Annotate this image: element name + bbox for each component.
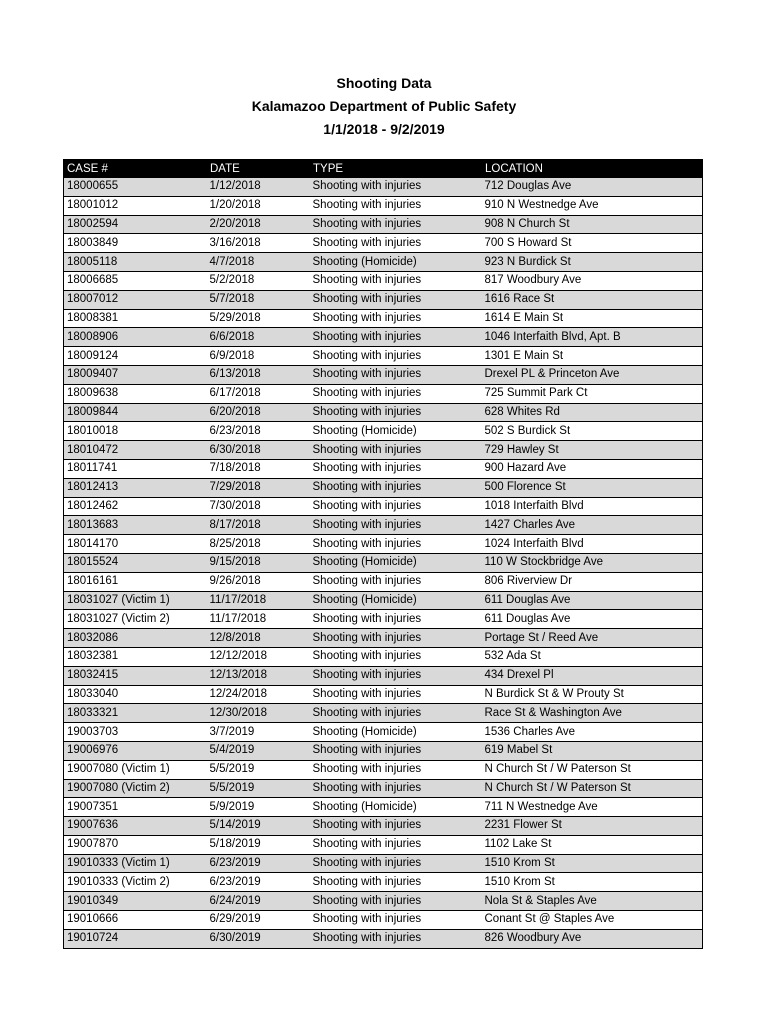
date-cell: 4/7/2018 xyxy=(207,253,310,272)
type-cell: Shooting with injuries xyxy=(310,572,482,591)
date-cell: 5/5/2019 xyxy=(207,760,310,779)
case-number-cell: 19007351 xyxy=(64,798,207,817)
case-number-cell: 19010724 xyxy=(64,929,207,948)
date-cell: 9/15/2018 xyxy=(207,553,310,572)
location-cell: 110 W Stockbridge Ave xyxy=(482,553,703,572)
table-row xyxy=(64,741,703,760)
column-header-type: TYPE xyxy=(310,160,482,178)
type-cell: Shooting with injuries xyxy=(310,347,482,366)
date-cell: 6/9/2018 xyxy=(207,347,310,366)
case-number-cell: 19007080 (Victim 2) xyxy=(64,779,207,798)
type-cell: Shooting with injuries xyxy=(310,441,482,460)
case-number-cell: 19010349 xyxy=(64,892,207,911)
table-row xyxy=(64,196,703,215)
case-number-cell: 18014170 xyxy=(64,535,207,554)
case-number-cell: 19010333 (Victim 1) xyxy=(64,854,207,873)
column-header-date: DATE xyxy=(207,160,310,178)
table-row xyxy=(64,347,703,366)
type-cell: Shooting (Homicide) xyxy=(310,798,482,817)
type-cell: Shooting with injuries xyxy=(310,666,482,685)
table-body xyxy=(64,178,703,949)
location-cell: 619 Mabel St xyxy=(482,741,703,760)
type-cell: Shooting with injuries xyxy=(310,704,482,723)
date-cell: 2/20/2018 xyxy=(207,215,310,234)
type-cell: Shooting with injuries xyxy=(310,328,482,347)
location-cell: 729 Hawley St xyxy=(482,441,703,460)
type-cell: Shooting with injuries xyxy=(310,384,482,403)
type-cell: Shooting (Homicide) xyxy=(310,591,482,610)
column-header-location: LOCATION xyxy=(482,160,703,178)
location-cell: Portage St / Reed Ave xyxy=(482,629,703,648)
table-row xyxy=(64,798,703,817)
date-cell: 5/29/2018 xyxy=(207,309,310,328)
type-cell: Shooting with injuries xyxy=(310,516,482,535)
case-number-cell: 18032415 xyxy=(64,666,207,685)
date-cell: 6/30/2018 xyxy=(207,441,310,460)
type-cell: Shooting with injuries xyxy=(310,854,482,873)
date-cell: 7/30/2018 xyxy=(207,497,310,516)
date-cell: 12/13/2018 xyxy=(207,666,310,685)
table-row xyxy=(64,234,703,253)
location-cell: 1616 Race St xyxy=(482,290,703,309)
table-row xyxy=(64,403,703,422)
case-number-cell: 19003703 xyxy=(64,723,207,742)
table-row xyxy=(64,817,703,836)
date-cell: 1/12/2018 xyxy=(207,178,310,197)
table-row xyxy=(64,365,703,384)
location-cell: 1046 Interfaith Blvd, Apt. B xyxy=(482,328,703,347)
table-row xyxy=(64,271,703,290)
case-number-cell: 18000655 xyxy=(64,178,207,197)
table-row xyxy=(64,685,703,704)
location-cell: 700 S Howard St xyxy=(482,234,703,253)
type-cell: Shooting with injuries xyxy=(310,215,482,234)
case-number-cell: 18001012 xyxy=(64,196,207,215)
table-row xyxy=(64,535,703,554)
location-cell: 611 Douglas Ave xyxy=(482,591,703,610)
type-cell: Shooting (Homicide) xyxy=(310,253,482,272)
date-cell: 7/29/2018 xyxy=(207,478,310,497)
date-cell: 6/23/2019 xyxy=(207,854,310,873)
table-row xyxy=(64,178,703,197)
date-cell: 5/7/2018 xyxy=(207,290,310,309)
table-row xyxy=(64,629,703,648)
location-cell: 908 N Church St xyxy=(482,215,703,234)
location-cell: N Burdick St & W Prouty St xyxy=(482,685,703,704)
type-cell: Shooting with injuries xyxy=(310,290,482,309)
date-cell: 12/8/2018 xyxy=(207,629,310,648)
table-row xyxy=(64,591,703,610)
type-cell: Shooting with injuries xyxy=(310,403,482,422)
date-cell: 7/18/2018 xyxy=(207,459,310,478)
date-cell: 6/30/2019 xyxy=(207,929,310,948)
type-cell: Shooting with injuries xyxy=(310,196,482,215)
location-cell: 434 Drexel Pl xyxy=(482,666,703,685)
table-row xyxy=(64,647,703,666)
table-header-row xyxy=(64,160,703,178)
location-cell: 502 S Burdick St xyxy=(482,422,703,441)
date-cell: 12/30/2018 xyxy=(207,704,310,723)
table-row xyxy=(64,911,703,930)
type-cell: Shooting with injuries xyxy=(310,779,482,798)
case-number-cell: 18011741 xyxy=(64,459,207,478)
case-number-cell: 19007080 (Victim 1) xyxy=(64,760,207,779)
location-cell: 1102 Lake St xyxy=(482,835,703,854)
date-cell: 12/12/2018 xyxy=(207,647,310,666)
location-cell: 611 Douglas Ave xyxy=(482,610,703,629)
type-cell: Shooting with injuries xyxy=(310,647,482,666)
location-cell: Nola St & Staples Ave xyxy=(482,892,703,911)
date-cell: 5/14/2019 xyxy=(207,817,310,836)
table-row xyxy=(64,459,703,478)
type-cell: Shooting with injuries xyxy=(310,271,482,290)
case-number-cell: 18009124 xyxy=(64,347,207,366)
table-row xyxy=(64,779,703,798)
type-cell: Shooting with injuries xyxy=(310,497,482,516)
location-cell: 806 Riverview Dr xyxy=(482,572,703,591)
table-row xyxy=(64,892,703,911)
date-cell: 8/17/2018 xyxy=(207,516,310,535)
table-row xyxy=(64,572,703,591)
location-cell: 2231 Flower St xyxy=(482,817,703,836)
case-number-cell: 18031027 (Victim 2) xyxy=(64,610,207,629)
table-row xyxy=(64,478,703,497)
type-cell: Shooting with injuries xyxy=(310,459,482,478)
location-cell: N Church St / W Paterson St xyxy=(482,779,703,798)
location-cell: 826 Woodbury Ave xyxy=(482,929,703,948)
case-number-cell: 18033040 xyxy=(64,685,207,704)
date-cell: 1/20/2018 xyxy=(207,196,310,215)
table-row xyxy=(64,290,703,309)
location-cell: 910 N Westnedge Ave xyxy=(482,196,703,215)
table-row xyxy=(64,516,703,535)
date-cell: 6/24/2019 xyxy=(207,892,310,911)
date-cell: 12/24/2018 xyxy=(207,685,310,704)
table-row xyxy=(64,497,703,516)
table-row xyxy=(64,854,703,873)
case-number-cell: 18002594 xyxy=(64,215,207,234)
location-cell: 1018 Interfaith Blvd xyxy=(482,497,703,516)
date-cell: 6/13/2018 xyxy=(207,365,310,384)
case-number-cell: 18009844 xyxy=(64,403,207,422)
case-number-cell: 18006685 xyxy=(64,271,207,290)
type-cell: Shooting with injuries xyxy=(310,535,482,554)
location-cell: 1510 Krom St xyxy=(482,854,703,873)
case-number-cell: 19007636 xyxy=(64,817,207,836)
table-row xyxy=(64,610,703,629)
type-cell: Shooting with injuries xyxy=(310,911,482,930)
case-number-cell: 18013683 xyxy=(64,516,207,535)
case-number-cell: 19007870 xyxy=(64,835,207,854)
type-cell: Shooting with injuries xyxy=(310,741,482,760)
case-number-cell: 18010018 xyxy=(64,422,207,441)
date-cell: 6/29/2019 xyxy=(207,911,310,930)
table-row xyxy=(64,835,703,854)
case-number-cell: 18032086 xyxy=(64,629,207,648)
table-row xyxy=(64,384,703,403)
location-cell: 1536 Charles Ave xyxy=(482,723,703,742)
date-cell: 5/5/2019 xyxy=(207,779,310,798)
case-number-cell: 18033321 xyxy=(64,704,207,723)
date-cell: 5/9/2019 xyxy=(207,798,310,817)
location-cell: 500 Florence St xyxy=(482,478,703,497)
date-range: 1/1/2018 - 9/2/2019 xyxy=(323,121,445,137)
location-cell: 900 Hazard Ave xyxy=(482,459,703,478)
case-number-cell: 18003849 xyxy=(64,234,207,253)
table-row xyxy=(64,760,703,779)
case-number-cell: 18012413 xyxy=(64,478,207,497)
date-cell: 3/7/2019 xyxy=(207,723,310,742)
type-cell: Shooting (Homicide) xyxy=(310,553,482,572)
type-cell: Shooting with injuries xyxy=(310,760,482,779)
case-number-cell: 18005118 xyxy=(64,253,207,272)
type-cell: Shooting with injuries xyxy=(310,685,482,704)
location-cell: Race St & Washington Ave xyxy=(482,704,703,723)
case-number-cell: 18012462 xyxy=(64,497,207,516)
location-cell: Drexel PL & Princeton Ave xyxy=(482,365,703,384)
date-cell: 5/18/2019 xyxy=(207,835,310,854)
table-row xyxy=(64,666,703,685)
location-cell: 1510 Krom St xyxy=(482,873,703,892)
location-cell: 817 Woodbury Ave xyxy=(482,271,703,290)
type-cell: Shooting with injuries xyxy=(310,478,482,497)
case-number-cell: 19010666 xyxy=(64,911,207,930)
type-cell: Shooting with injuries xyxy=(310,178,482,197)
type-cell: Shooting with injuries xyxy=(310,892,482,911)
table-row xyxy=(64,873,703,892)
location-cell: 1427 Charles Ave xyxy=(482,516,703,535)
case-number-cell: 19006976 xyxy=(64,741,207,760)
date-cell: 8/25/2018 xyxy=(207,535,310,554)
type-cell: Shooting with injuries xyxy=(310,234,482,253)
type-cell: Shooting with injuries xyxy=(310,365,482,384)
location-cell: N Church St / W Paterson St xyxy=(482,760,703,779)
type-cell: Shooting with injuries xyxy=(310,610,482,629)
type-cell: Shooting with injuries xyxy=(310,929,482,948)
type-cell: Shooting with injuries xyxy=(310,817,482,836)
type-cell: Shooting with injuries xyxy=(310,873,482,892)
date-cell: 3/16/2018 xyxy=(207,234,310,253)
case-number-cell: 18015524 xyxy=(64,553,207,572)
table-row xyxy=(64,309,703,328)
date-cell: 6/20/2018 xyxy=(207,403,310,422)
location-cell: 1614 E Main St xyxy=(482,309,703,328)
case-number-cell: 18016161 xyxy=(64,572,207,591)
table-row xyxy=(64,441,703,460)
type-cell: Shooting (Homicide) xyxy=(310,723,482,742)
case-number-cell: 18032381 xyxy=(64,647,207,666)
date-cell: 11/17/2018 xyxy=(207,610,310,629)
table-row xyxy=(64,328,703,347)
table-row xyxy=(64,723,703,742)
shooting-data-table xyxy=(63,159,703,949)
date-cell: 6/23/2019 xyxy=(207,873,310,892)
table-row xyxy=(64,704,703,723)
type-cell: Shooting with injuries xyxy=(310,309,482,328)
case-number-cell: 18008381 xyxy=(64,309,207,328)
table-row xyxy=(64,929,703,948)
case-number-cell: 18031027 (Victim 1) xyxy=(64,591,207,610)
case-number-cell: 18007012 xyxy=(64,290,207,309)
case-number-cell: 18009407 xyxy=(64,365,207,384)
document-title: Shooting Data xyxy=(336,75,432,91)
agency-name: Kalamazoo Department of Public Safety xyxy=(251,98,517,114)
date-cell: 5/2/2018 xyxy=(207,271,310,290)
type-cell: Shooting with injuries xyxy=(310,629,482,648)
location-cell: 628 Whites Rd xyxy=(482,403,703,422)
date-cell: 9/26/2018 xyxy=(207,572,310,591)
location-cell: 712 Douglas Ave xyxy=(482,178,703,197)
date-cell: 5/4/2019 xyxy=(207,741,310,760)
case-number-cell: 18009638 xyxy=(64,384,207,403)
column-header-case: CASE # xyxy=(64,160,207,178)
table-row xyxy=(64,422,703,441)
case-number-cell: 18010472 xyxy=(64,441,207,460)
date-cell: 11/17/2018 xyxy=(207,591,310,610)
document-heading xyxy=(0,72,768,141)
case-number-cell: 19010333 (Victim 2) xyxy=(64,873,207,892)
case-number-cell: 18008906 xyxy=(64,328,207,347)
location-cell: 1024 Interfaith Blvd xyxy=(482,535,703,554)
location-cell: Conant St @ Staples Ave xyxy=(482,911,703,930)
date-cell: 6/17/2018 xyxy=(207,384,310,403)
table-row xyxy=(64,253,703,272)
location-cell: 1301 E Main St xyxy=(482,347,703,366)
location-cell: 532 Ada St xyxy=(482,647,703,666)
table-row xyxy=(64,553,703,572)
location-cell: 923 N Burdick St xyxy=(482,253,703,272)
type-cell: Shooting (Homicide) xyxy=(310,422,482,441)
location-cell: 725 Summit Park Ct xyxy=(482,384,703,403)
date-cell: 6/23/2018 xyxy=(207,422,310,441)
type-cell: Shooting with injuries xyxy=(310,835,482,854)
table-row xyxy=(64,215,703,234)
location-cell: 711 N Westnedge Ave xyxy=(482,798,703,817)
date-cell: 6/6/2018 xyxy=(207,328,310,347)
